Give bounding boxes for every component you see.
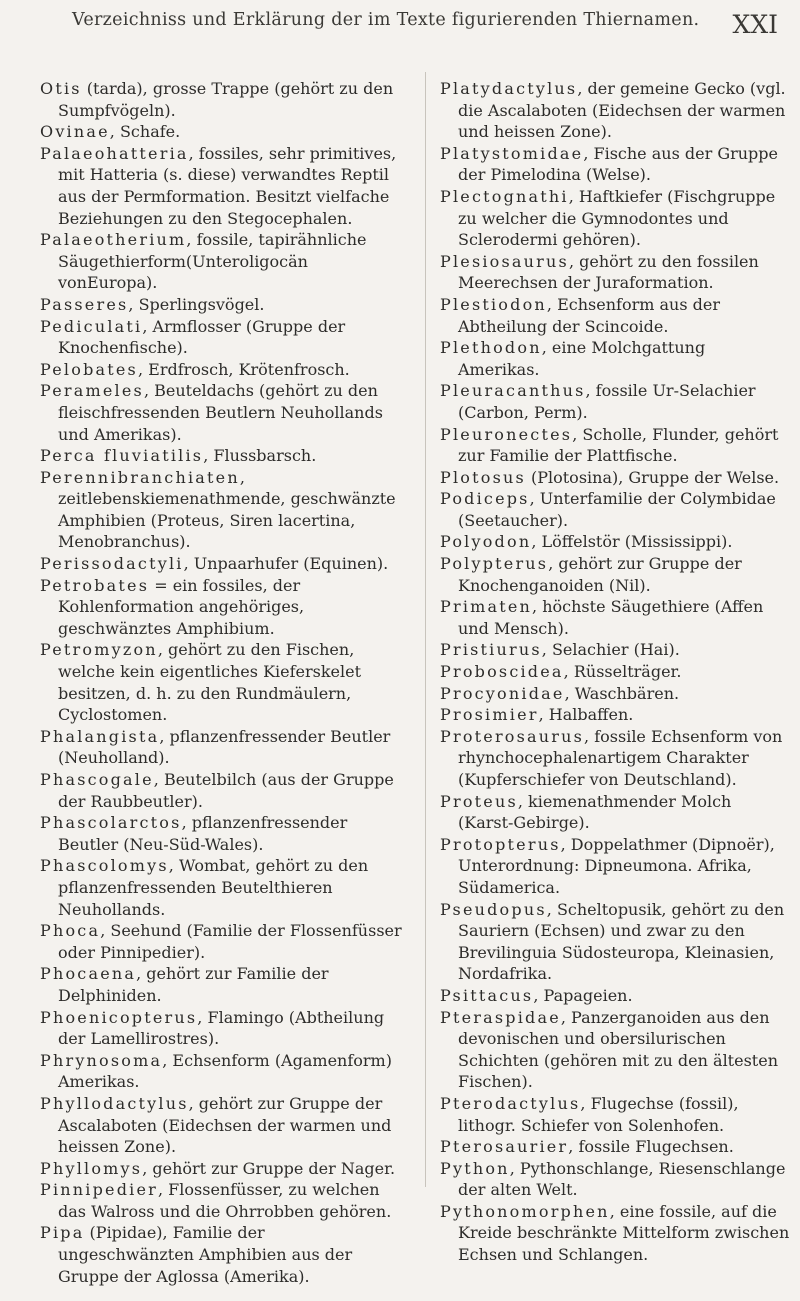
entry-term: Proterosaurus (440, 726, 585, 746)
entry-definition: , fossile Ur-Selachier (Carbon, Perm). (458, 381, 756, 422)
entry-term: Petrobates (40, 575, 150, 595)
glossary-entry (440, 1201, 790, 1266)
entry-definition: , pflanzenfressender Beutler (Neu-Süd-Wales). (58, 813, 348, 854)
entry-term: Plestiodon (440, 294, 547, 314)
glossary-entry (40, 1158, 402, 1180)
glossary-entry (440, 704, 790, 726)
entry-term: Pterodactylus (440, 1093, 581, 1113)
glossary-entry (40, 445, 402, 467)
entry-term: Pleuracanthus (440, 381, 586, 401)
entry-term: Polypterus (440, 554, 549, 574)
entry-definition: , Seehund (Familie der Flossenfüsser oder Pinnipedier). (58, 921, 402, 962)
page-title: Verzeichniss und Erklärung der im Texte figurierenden Thiernamen. (72, 10, 700, 30)
entry-term: Palaeotherium (40, 230, 187, 250)
entry-definition: , gehört zur Gruppe der Nager. (142, 1158, 396, 1178)
entry-definition: , gehört zur Gruppe der Knochenganoiden (Nil). (458, 554, 742, 595)
glossary-entry (40, 1093, 402, 1158)
entry-definition: , Unterfamilie der Colymbidae (Seetaucher). (458, 489, 776, 530)
glossary-entry (440, 424, 790, 467)
entry-term: Ovinae (40, 122, 110, 142)
entry-term: Python (440, 1158, 510, 1178)
glossary-entry (440, 531, 790, 553)
entry-definition: , zeitlebenskiemenathmende, geschwänzte Amphibien (Proteus, Siren lacertina, Menobranchus). (58, 467, 396, 552)
glossary-entry (440, 186, 790, 251)
entry-definition: , Pythonschlange, Riesenschlange der alten Welt. (458, 1158, 786, 1200)
right-column (440, 78, 790, 1266)
entry-term: Platystomidae (440, 143, 584, 163)
entry-term: Primaten (440, 597, 533, 617)
entry-definition: , Erdfrosch, Krötenfrosch. (137, 359, 350, 379)
entry-definition: , Flugechse (fossil), lithogr. Schiefer von Solenhofen. (458, 1093, 739, 1135)
glossary-entry (40, 769, 402, 812)
entry-definition: , Sperlingsvögel. (128, 294, 265, 314)
entry-definition: , Schafe. (109, 122, 181, 142)
entry-term: Perca fluviatilis (40, 446, 204, 466)
glossary-entry (440, 639, 790, 661)
glossary-entry (40, 229, 402, 294)
entry-definition: , Rüsselträger. (563, 662, 682, 682)
page-number: XXI (732, 10, 778, 39)
entry-definition: , Wombat, gehört zu den pflanzenfressenden Beutelthieren Neuhollands. (58, 856, 369, 919)
glossary-entry (40, 963, 402, 1006)
glossary-entry (440, 78, 790, 143)
entry-definition: , Doppelathmer (Dipnoër), Unterordnung: Dipneumona. Afrika, Südamerica. (458, 834, 775, 897)
entry-term: Phyllomys (40, 1158, 143, 1178)
glossary-entry (440, 1093, 790, 1136)
glossary-entry (40, 1050, 402, 1093)
entry-definition: , fossile, tapirähnliche Säugethierform(Unteroligocän vonEuropa). (58, 230, 367, 293)
glossary-entry (440, 899, 790, 985)
entry-definition: (tarda), grosse Trappe (gehört zu den Sumpfvögeln). (58, 79, 394, 120)
entry-term: Phoca (40, 921, 101, 941)
entry-definition: , höchste Säugethiere (Affen und Mensch). (458, 597, 764, 638)
entry-term: Phoenicopterus (40, 1007, 198, 1027)
entry-definition: , Waschbären. (564, 683, 680, 703)
glossary-entry (440, 661, 790, 683)
entry-term: Perennibranchiaten (40, 467, 240, 487)
glossary-entry (40, 467, 402, 553)
glossary-entry (40, 121, 402, 143)
glossary-entry (440, 467, 790, 489)
glossary-entry (440, 683, 790, 705)
entry-term: Phyllodactylus (40, 1093, 189, 1113)
entry-term: Proboscidea (440, 662, 564, 682)
glossary-entry (40, 1222, 402, 1287)
entry-term: Phascolarctos (40, 813, 182, 833)
entry-definition: , Fische aus der Gruppe der Pimelodina (Welse). (458, 143, 779, 185)
entry-definition: , eine Molchgattung Amerikas. (458, 338, 706, 379)
glossary-entry (440, 553, 790, 596)
entry-definition: , gehört zu den Fischen, welche kein eigentliches Kieferskelet besitzen, d. h. zu den Rundmäulern, Cyclostomen. (58, 640, 362, 725)
glossary-entry (440, 294, 790, 337)
glossary-entry (40, 78, 402, 121)
entry-term: Pterosaurier (440, 1137, 569, 1157)
entry-term: Pythonomorphen (440, 1201, 610, 1221)
entry-definition: , Löffelstör (Mississippi). (531, 532, 733, 552)
glossary-entry (40, 812, 402, 855)
glossary-entry (440, 834, 790, 899)
glossary-entry (40, 639, 402, 725)
glossary-entry (440, 380, 790, 423)
entry-definition: , gehört zur Gruppe der Ascalaboten (Eidechsen der warmen und heissen Zone). (58, 1093, 392, 1157)
entry-term: Pediculati (40, 316, 143, 336)
entry-definition: , Echsenform (Agamenform) Amerikas. (58, 1050, 392, 1092)
glossary-entry (440, 251, 790, 294)
entry-term: Perameles (40, 381, 144, 401)
entry-term: Plethodon (440, 338, 542, 358)
entry-definition: , gehört zu den fossilen Meerechsen der Juraformation. (458, 251, 759, 293)
entry-term: Passeres (40, 294, 129, 314)
entry-definition: , pflanzenfressender Beutler (Neuholland). (58, 726, 391, 768)
glossary-entry (40, 1179, 402, 1222)
entry-term: Phascogale (40, 770, 154, 789)
entry-term: Otis (40, 79, 82, 98)
entry-definition: = ein fossiles, der Kohlenformation angehöriges, geschwänztes Amphibium. (58, 575, 305, 638)
entry-term: Phalangista (40, 726, 160, 746)
entry-term: Proteus (440, 791, 518, 811)
entry-definition: , Unpaarhufer (Equinen). (183, 554, 389, 574)
column-divider (425, 72, 426, 1187)
glossary-entry (440, 143, 790, 186)
entry-definition: , Scheltopusik, gehört zu den Sauriern (Echsen) und zwar zu den Brevilinguia Südosteuropa, Kleinasien, Nordafrika. (458, 899, 785, 984)
left-column (40, 78, 402, 1287)
entry-definition: , Halbaffen. (538, 705, 634, 725)
glossary-entry (440, 791, 790, 834)
entry-definition: , Flussbarsch. (203, 446, 317, 466)
entry-term: Petromyzon (40, 640, 158, 660)
entry-term: Phascolomys (40, 856, 169, 876)
entry-definition: , Beuteldachs (gehört zu den fleischfressenden Beutlern Neuhollands und Amerikas). (58, 381, 383, 444)
glossary-entry (40, 1007, 402, 1050)
glossary-entry (40, 359, 402, 381)
glossary-entry (40, 316, 402, 359)
entry-definition: , Beutelbilch (aus der Gruppe der Raubbeutler). (58, 770, 394, 811)
glossary-entry (440, 726, 790, 791)
glossary-entry (440, 596, 790, 639)
glossary-entry (40, 920, 402, 963)
entry-term: Polyodon (440, 532, 532, 552)
glossary-entry (440, 1136, 790, 1158)
entry-term: Pelobates (40, 359, 138, 379)
entry-definition: , gehört zur Familie der Delphiniden. (58, 964, 329, 1005)
entry-term: Pseudopus (440, 899, 547, 919)
entry-definition: , Selachier (Hai). (541, 640, 680, 660)
entry-term: Platydactylus (440, 79, 578, 98)
entry-definition: , Flamingo (Abtheilung der Lamellirostres). (58, 1007, 385, 1049)
entry-term: Plotosus (440, 467, 526, 487)
entry-definition: , fossile Echsenform von rhynchocephalenartigem Charakter (Kupferschiefer von Deutschland). (458, 726, 783, 789)
entry-definition: , Panzerganoiden aus den devonischen und obersilurischen Schichten (gehören mit zu den ältesten Fischen). (458, 1007, 778, 1092)
glossary-entry (440, 337, 790, 380)
entry-definition: , kiemenathmender Molch (Karst-Gebirge). (458, 791, 732, 833)
entry-term: Pleuronectes (440, 424, 573, 444)
entry-definition: , Flossenfüsser, zu welchen das Walross und die Ohrrobben gehören. (58, 1180, 392, 1221)
entry-term: Prosimier (440, 705, 539, 725)
entry-term: Plesiosaurus (440, 251, 569, 271)
entry-definition: , Scholle, Flunder, gehört zur Familie der Plattfische. (458, 424, 779, 466)
glossary-entry (440, 1007, 790, 1093)
entry-term: Pipa (40, 1223, 85, 1243)
entry-term: Plectognathi (440, 186, 569, 206)
entry-term: Phocaena (40, 964, 137, 984)
glossary-entry (40, 380, 402, 445)
entry-definition: (Pipidae), Familie der ungeschwänzten Amphibien aus der Gruppe der Aglossa (Amerika). (58, 1223, 353, 1286)
glossary-entry (440, 985, 790, 1007)
entry-term: Pteraspidae (440, 1007, 561, 1027)
glossary-entry (440, 488, 790, 531)
entry-term: Palaeohatteria (40, 143, 189, 163)
entry-term: Phrynosoma (40, 1050, 163, 1070)
entry-term: Pristiurus (440, 640, 542, 660)
glossary-entry (40, 726, 402, 769)
glossary-entry (40, 575, 402, 640)
glossary-entry (440, 1158, 790, 1201)
entry-definition: , Armflosser (Gruppe der Knochenfische). (58, 316, 346, 358)
entry-definition: , Papageien. (533, 985, 633, 1005)
entry-definition: , Echsenform aus der Abtheilung der Scincoide. (458, 294, 720, 336)
entry-definition: , Haftkiefer (Fischgruppe zu welcher die Gymnodontes und Sclerodermi gehören). (458, 186, 776, 250)
running-header (0, 6, 800, 56)
entry-term: Procyonidae (440, 683, 565, 703)
entry-term: Protopterus (440, 834, 561, 854)
entry-term: Perissodactyli (40, 554, 184, 574)
entry-term: Podiceps (440, 489, 530, 509)
entry-definition: , eine fossile, auf die Kreide beschränkte Mittelform zwischen Echsen und Schlangen. (458, 1201, 790, 1265)
entry-definition: , der gemeine Gecko (vgl. die Ascalaboten (Eidechsen der warmen und heissen Zone). (458, 79, 786, 142)
glossary-entry (40, 855, 402, 920)
glossary-entry (40, 294, 402, 316)
entry-definition: (Plotosina), Gruppe der Welse. (525, 467, 780, 487)
entry-definition: , fossiles, sehr primitives, mit Hatteria (s. diese) verwandtes Reptil aus der Permformation. Besitzt vielfache Beziehungen zu den Stegocephalen. (58, 143, 397, 228)
entry-term: Psittacus (440, 985, 534, 1005)
glossary-entry (40, 143, 402, 229)
entry-term: Pinnipedier (40, 1180, 158, 1200)
entry-definition: , fossile Flugechsen. (568, 1137, 734, 1157)
glossary-entry (40, 553, 402, 575)
